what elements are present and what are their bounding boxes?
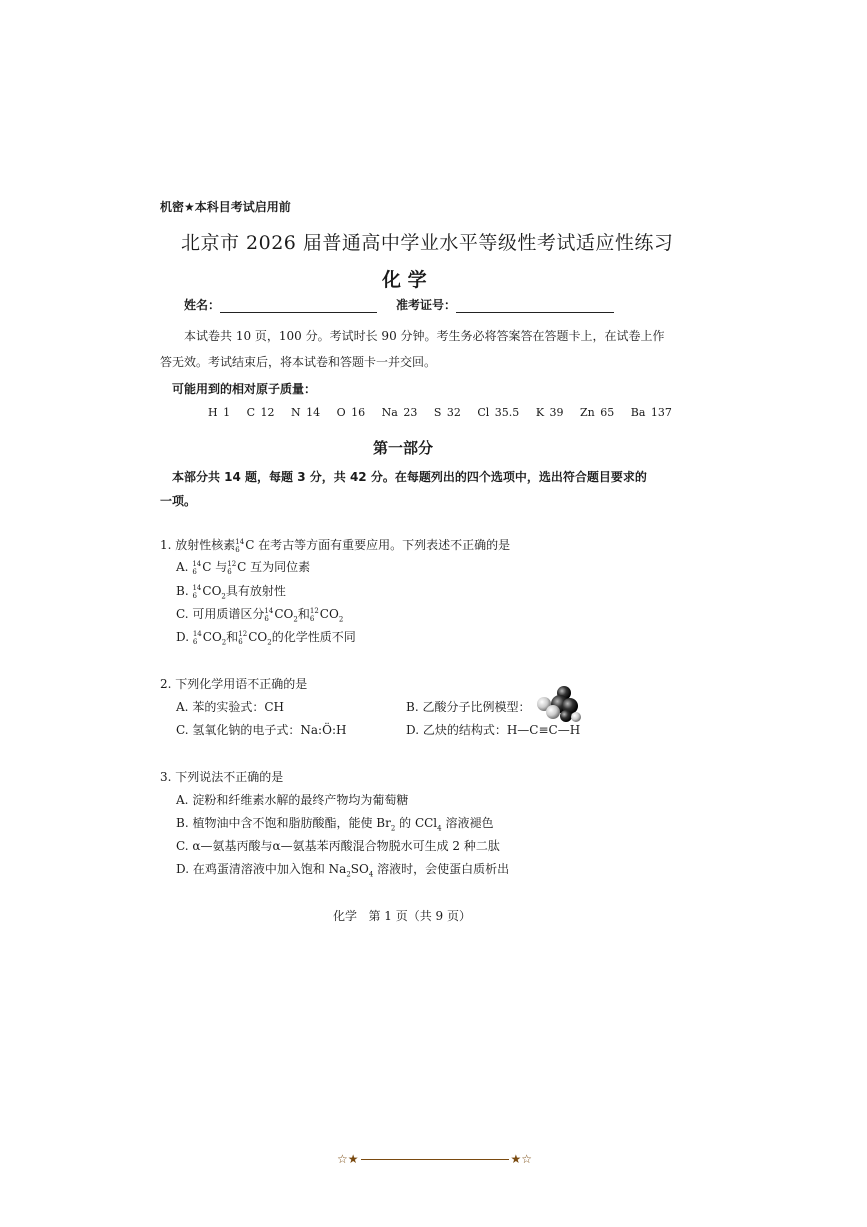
option-label: B.	[176, 816, 189, 830]
instructions-line-2: 答无效。考试结束后，将本试卷和答题卡一并交回。	[160, 355, 437, 369]
atomic-mass: Cl 35.5	[477, 406, 520, 419]
q3-option-a	[176, 791, 408, 808]
isotope-notation: 14 6	[192, 583, 202, 600]
option-label: D.	[176, 630, 190, 644]
q1-option-b: B. 14 6 $CO_2$具有放射性	[176, 583, 286, 601]
q2-option-d	[406, 721, 580, 738]
option-label: D.	[176, 862, 190, 876]
q1-option-d: D. 14 6 $CO_2$和 12 6 $CO_2$的化学性质不同	[176, 629, 356, 647]
q3-option-d: D. 在鸡蛋清溶液中加入饱和 $Na_2SO_4$ 溶液时，会使蛋白质析出	[176, 862, 510, 879]
q2-stem: 2. 下列化学用语不正确的是	[160, 677, 308, 691]
option-text: 氢氧化钠的电子式：Na:Ö:H	[192, 723, 347, 737]
q1-stem-pre: 1. 放射性核素	[160, 538, 236, 552]
name-blank	[220, 312, 377, 313]
option-text: 淀粉和纤维素水解的最终产物均为葡萄糖	[192, 793, 409, 807]
atomic-mass: H 1	[208, 406, 231, 419]
atomic-mass: Ba 137	[630, 406, 672, 419]
q3-stem: 3. 下列说法不正确的是	[160, 770, 284, 784]
page-number: 化学 第 1 页（共 9 页）	[333, 909, 471, 923]
ticket-field	[396, 296, 614, 313]
confidential-label: 机密★本科目考试启用前	[160, 200, 291, 214]
option-label: B.	[176, 584, 189, 598]
part-intro-line-1: 本部分共 14 题，每题 3 分，共 42 分。在每题列出的四个选项中，选出符合题目要求的	[172, 470, 647, 484]
name-label: 姓名：	[184, 298, 221, 312]
option-label: C.	[176, 607, 189, 621]
q1-option-a: A. 14 6 C 与 12 6 C 互为同位素	[176, 559, 311, 576]
isotope-notation: 14 6	[264, 606, 274, 623]
star-icon: ★☆	[510, 1152, 533, 1166]
atomic-mass: N 14	[291, 406, 321, 419]
q2-option-c	[176, 721, 346, 738]
option-text: 苯的实验式：CH	[192, 700, 284, 714]
q1-stem	[160, 536, 510, 554]
atomic-mass: Na 23	[381, 406, 418, 419]
option-label: C.	[176, 839, 189, 853]
q2-option-a	[176, 698, 284, 715]
isotope-notation: 12 6	[309, 606, 319, 623]
atomic-mass-list	[208, 406, 672, 419]
acetic-acid-space-filling-model-icon	[534, 684, 584, 724]
atomic-mass: K 39	[535, 406, 564, 419]
exam-title: 北京市 2026 届普通高中学业水平等级性考试适应性练习	[181, 232, 674, 254]
instructions-line-1: 本试卷共 10 页，100 分。考试时长 90 分钟。考生务必将答案答在答题卡上，在试卷上作	[184, 329, 665, 343]
isotope-notation: 12 6	[238, 629, 248, 646]
part-intro-line-2: 一项。	[160, 494, 197, 508]
option-label: A.	[176, 560, 189, 574]
option-label: B.	[406, 700, 419, 714]
atomic-mass: C 12	[246, 406, 275, 419]
star-icon: ☆★	[337, 1152, 359, 1166]
atomic-mass-label: 可能用到的相对原子质量：	[172, 382, 317, 396]
isotope-notation: 14 6	[235, 537, 245, 554]
atomic-mass: S 32	[433, 406, 461, 419]
atomic-mass: O 16	[336, 406, 366, 419]
option-text: 乙炔的结构式：H—C≡C—H	[422, 723, 581, 737]
option-label: A.	[176, 793, 189, 807]
option-label: C.	[176, 723, 189, 737]
q1-option-c: C. 可用质谱区分 14 6 $CO_2$和 12 6 $CO_2$	[176, 606, 344, 624]
option-label: D.	[406, 723, 420, 737]
ticket-label: 准考证号：	[396, 298, 457, 312]
option-text: α—氨基丙酸与α—氨基苯丙酸混合物脱水可生成 2 种二肽	[192, 839, 500, 853]
name-field	[184, 296, 377, 313]
isotope-notation: 14 6	[192, 629, 202, 646]
atomic-mass: Zn 65	[580, 406, 615, 419]
subject-title: 化 学	[382, 269, 427, 291]
option-label: A.	[176, 700, 189, 714]
footer-divider	[361, 1159, 509, 1160]
q3-option-c	[176, 837, 500, 854]
isotope-notation: 12 6	[227, 559, 237, 576]
isotope-notation: 14 6	[192, 559, 202, 576]
ticket-blank	[456, 312, 614, 313]
q1-stem-post: C 在考古等方面有重要应用。下列表述不正确的是	[245, 538, 511, 552]
option-text: 乙酸分子比例模型：	[422, 700, 531, 714]
q2-option-b	[406, 698, 530, 715]
q3-option-b: B. 植物油中含不饱和脂肪酸酯，能使 $Br_2$ 的 CCl$_4$ 溶液褪色	[176, 816, 494, 833]
footer-ornament	[337, 1152, 532, 1166]
part-heading: 第一部分	[373, 439, 434, 457]
